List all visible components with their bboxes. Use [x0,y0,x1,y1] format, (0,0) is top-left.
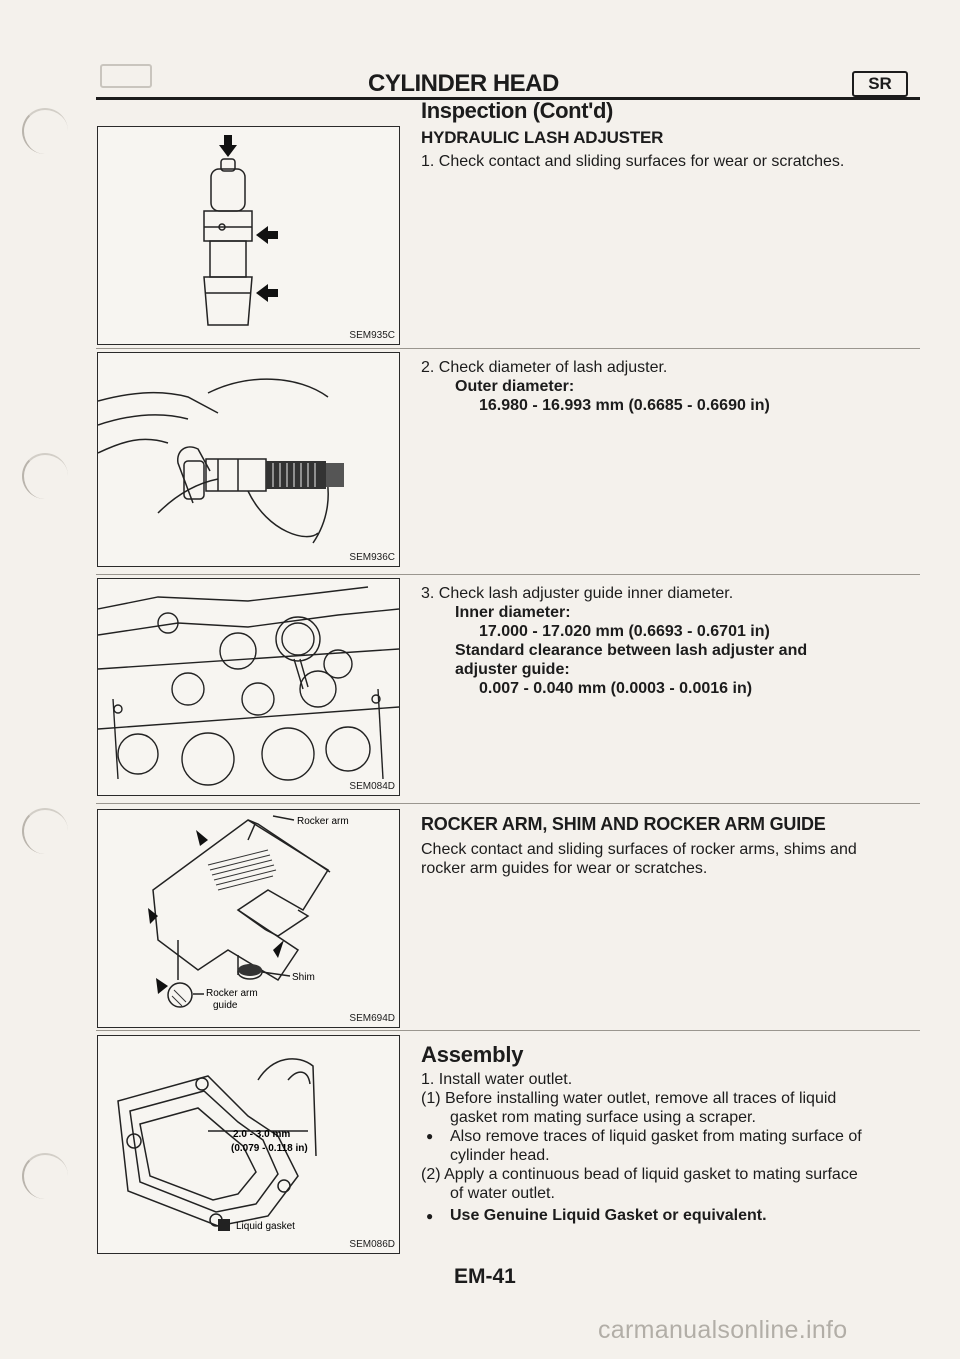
page-number: EM-41 [454,1265,516,1288]
assembly-bullet-1-line1: Also remove traces of liquid gasket from mating surface of [450,1128,862,1145]
assembly-step-1: 1. Install water outlet. [421,1071,573,1088]
clearance-label-line2: adjuster guide: [455,661,570,678]
clearance-label-line1: Standard clearance between lash adjuster and [455,642,808,659]
hydraulic-heading: HYDRAULIC LASH ADJUSTER [421,128,664,147]
binder-hole [22,453,68,499]
section-tab-blank [100,64,152,88]
figure-code: SEM694D [349,1013,395,1024]
rocker-guide-label: Rocker arm [206,988,258,999]
rocker-text-line2: rocker arm guides for wear or scratches. [421,860,708,877]
assembly-step-1-2-line2: of water outlet. [450,1185,555,1202]
hydraulic-step-3: 3. Check lash adjuster guide inner diameter. [421,585,734,602]
liquid-gasket-label: Liquid gasket [236,1221,295,1232]
cylinder-head-drawing [98,579,399,795]
section-divider [96,1030,920,1031]
assembly-step-1-1-line2: gasket rom mating surface using a scraper. [450,1109,756,1126]
hydraulic-step-2: 2. Check diameter of lash adjuster. [421,359,668,376]
watermark: carmanualsonline.info [598,1316,848,1344]
bullet: ● [426,1129,434,1143]
assembly-bullet-2: Use Genuine Liquid Gasket or equivalent. [450,1207,767,1224]
binder-hole [22,1153,68,1199]
figure-water-outlet [97,1035,400,1254]
assembly-step-1-1-line1: (1) Before installing water outlet, remove all traces of liquid [421,1090,837,1107]
figure-code: SEM935C [349,330,395,341]
figure-micrometer [97,352,400,567]
rocker-text-line1: Check contact and sliding surfaces of rocker arms, shims and [421,841,857,858]
figure-lash-adjuster [97,126,400,345]
rocker-arm-label: Rocker arm [297,816,349,827]
inner-diameter-value: 17.000 - 17.020 mm (0.6693 - 0.6701 in) [479,623,770,640]
page-header-title: CYLINDER HEAD [368,70,559,97]
figure-rocker-arm [97,809,400,1028]
rocker-heading: ROCKER ARM, SHIM AND ROCKER ARM GUIDE [421,814,826,834]
hydraulic-step-1: 1. Check contact and sliding surfaces for wear or scratches. [421,153,845,170]
section-divider [96,803,920,804]
gasket-dimension-mm: 2.0 - 3.0 mm [233,1129,291,1140]
binder-hole [22,808,68,854]
section-title: Inspection (Cont'd) [421,98,613,123]
inner-diameter-label: Inner diameter: [455,604,571,621]
arrow-icon [148,830,284,994]
gasket-icon [218,1219,230,1231]
engine-badge: SR [852,71,908,97]
shim-label: Shim [292,972,315,983]
bullet: ● [426,1209,434,1223]
clearance-value: 0.007 - 0.040 mm (0.0003 - 0.0016 in) [479,680,753,697]
figure-code: SEM086D [349,1239,395,1250]
figure-code: SEM084D [349,781,395,792]
section-divider [96,574,920,575]
assembly-step-1-2-line1: (2) Apply a continuous bead of liquid gasket to mating surface [421,1166,858,1183]
lash-adjuster-drawing [98,127,399,344]
section-divider [96,348,920,349]
figure-code: SEM936C [349,552,395,563]
assembly-bullet-1-line2: cylinder head. [450,1147,550,1164]
outer-diameter-label: Outer diameter: [455,378,575,395]
binder-hole [22,108,68,154]
rocker-guide-label-2: guide [213,1000,238,1011]
assembly-heading: Assembly [421,1042,524,1067]
rocker-arm-drawing [98,810,399,1027]
outer-diameter-value: 16.980 - 16.993 mm (0.6685 - 0.6690 in) [479,397,770,414]
micrometer-drawing [98,353,399,566]
figure-bore-gauge [97,578,400,796]
water-outlet-drawing [98,1036,399,1253]
gasket-dimension-in: (0.079 - 0.118 in) [231,1143,308,1154]
